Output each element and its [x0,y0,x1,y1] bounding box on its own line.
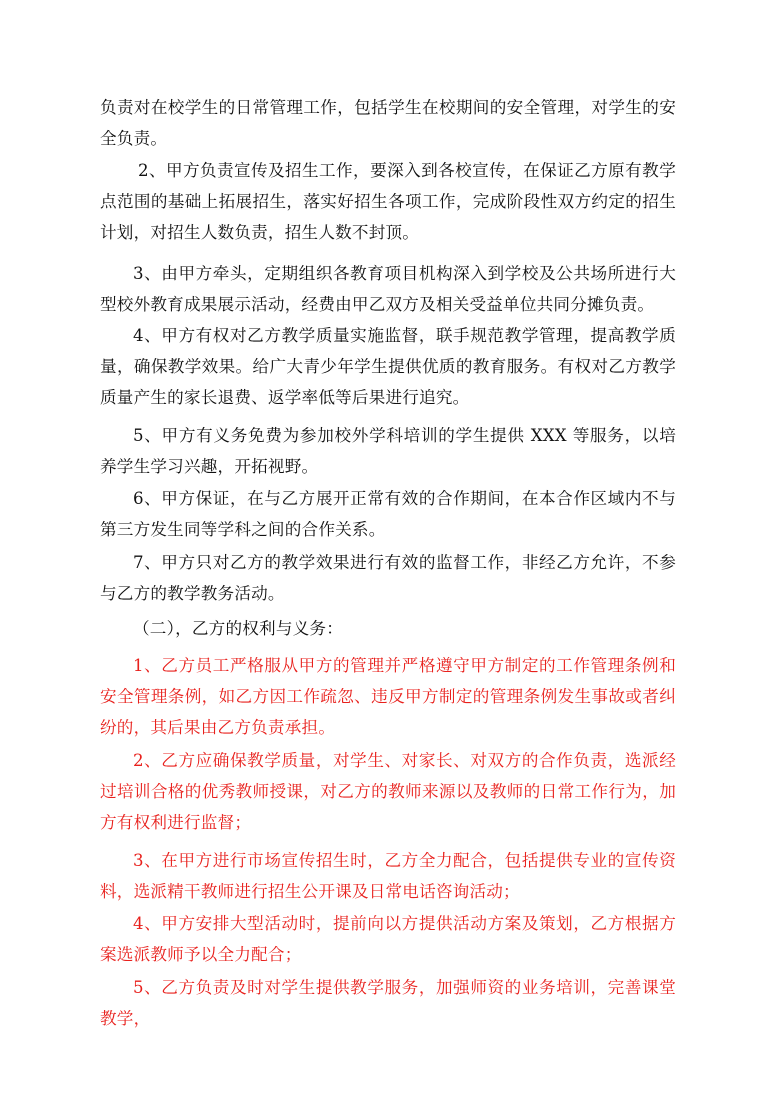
clause-a-4: 4、甲方有权对乙方教学质量实施监督，联手规范教学管理，提高教学质量，确保教学效果。给广大青少年学生提供优质的教育服务。有权对乙方教学质量产生的家长退费、返学率低等后果进行追究。 [100,326,676,407]
clause-a-3: 3、由甲方牵头，定期组织各教育项目机构深入到学校及公共场所进行大型校外教育成果展示活动，经费由甲乙双方及相关受益单位共同分摊负责。 [100,264,676,314]
clause-a-7: 7、甲方只对乙方的教学效果进行有效的监督工作，非经乙方允许，不参与乙方的教学教务活动。 [100,553,676,603]
paragraph-continuation: 负责对在校学生的日常管理工作，包括学生在校期间的安全管理，对学生的安全负责。 [100,98,676,148]
clause-a-5: 5、甲方有义务免费为参加校外学科培训的学生提供 XXX 等服务，以培养学生学习兴趣，开拓视野。 [100,426,676,476]
clause-b-5: 5、乙方负责及时对学生提供教学服务，加强师资的业务培训，完善课堂教学， [100,978,676,1028]
clause-a-6: 6、甲方保证，在与乙方展开正常有效的合作期间，在本合作区域内不与第三方发生同等学科之间的合作关系。 [100,489,676,539]
clause-b-4: 4、甲方安排大型活动时，提前向以方提供活动方案及策划，乙方根据方案选派教师予以全力配合； [100,914,676,964]
clause-b-2: 2、乙方应确保教学质量，对学生、对家长、对双方的合作负责，选派经过培训合格的优秀教师授课，对乙方的教师来源以及教师的日常工作行为，加方有权利进行监督； [100,751,676,832]
clause-a-2: 2、甲方负责宣传及招生工作，要深入到各校宣传，在保证乙方原有教学点范围的基础上拓展招生，落实好招生各项工作，完成阶段性双方约定的招生计划，对招生人数负责，招生人数不封顶。 [100,161,676,242]
clause-b-1: 1、乙方员工严格服从甲方的管理并严格遵守甲方制定的工作管理条例和安全管理条例，如乙方因工作疏忽、违反甲方制定的管理条例发生事故或者纠纷的，其后果由乙方负责承担。 [100,656,676,737]
clause-b-3: 3、在甲方进行市场宣传招生时，乙方全力配合，包括提供专业的宣传资料，选派精干教师进行招生公开课及日常电话咨询活动； [100,851,676,901]
section-heading-party-b: （二），乙方的权利与义务： [133,619,344,638]
